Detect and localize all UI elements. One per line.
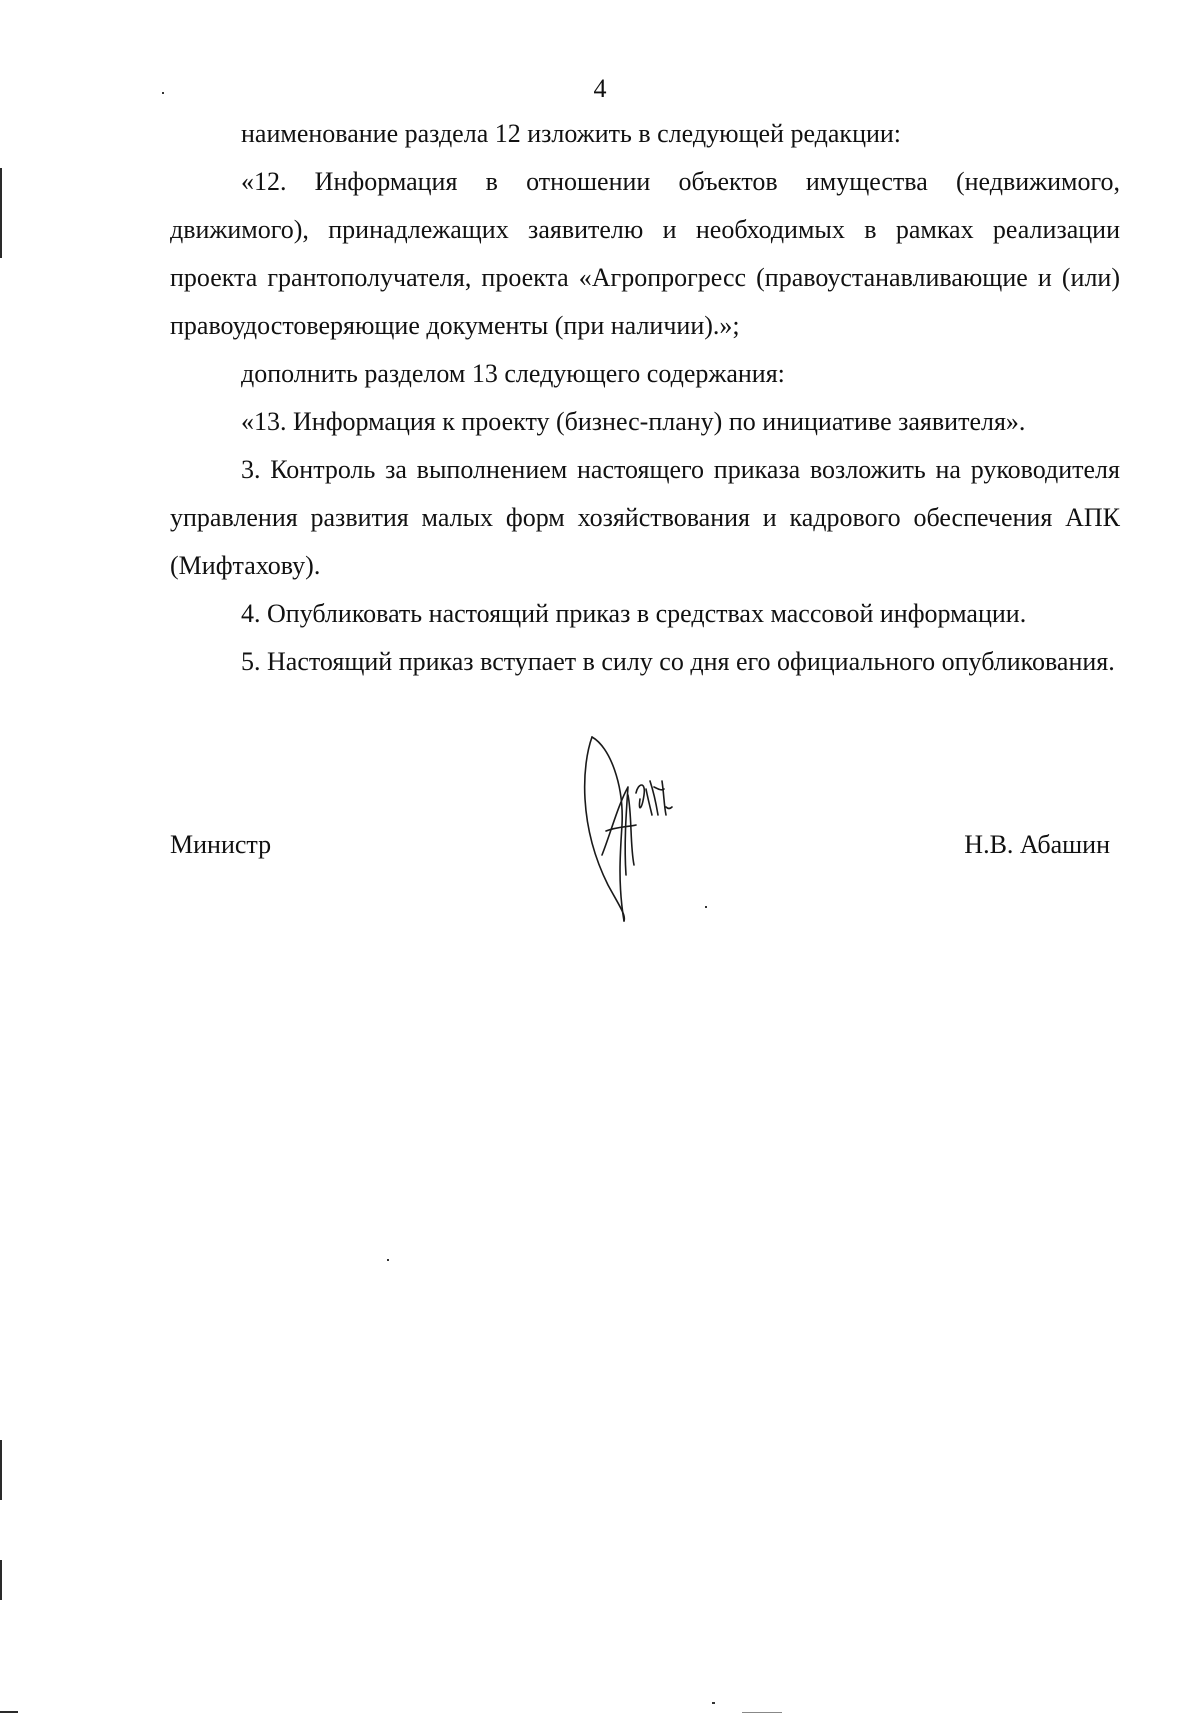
scan-speck	[162, 92, 164, 94]
scan-speck	[705, 906, 707, 908]
signatory-name: Н.В. Абашин	[964, 830, 1110, 859]
paragraph-section-13-text: «13. Информация к проекту (бизнес-плану) по инициативе заявителя».	[241, 407, 1026, 436]
paragraph-item-3: 3. Контроль за выполнением настоящего приказа возложить на руководителя управления развития малых форм хозяйствования и кадрового обеспечения АПК (Мифтахову).	[170, 455, 1120, 580]
scan-edge-line	[742, 1712, 782, 1713]
scan-edge-line	[0, 1560, 2, 1600]
page-number: 4	[593, 74, 607, 103]
signature-block	[170, 830, 1110, 870]
scan-edge-line	[0, 1440, 2, 1500]
paragraph-item-4: 4. Опубликовать настоящий приказ в средствах массовой информации.	[241, 599, 1027, 628]
paragraph-section-13-heading: дополнить разделом 13 следующего содержания:	[241, 359, 785, 388]
scan-speck	[387, 1259, 389, 1261]
paragraph-item-5: 5. Настоящий приказ вступает в силу со дня его официального опубликования.	[241, 647, 1115, 676]
scan-speck	[712, 1702, 715, 1704]
signatory-role: Министр	[170, 830, 272, 859]
scan-edge-line	[0, 168, 2, 258]
paragraph-section-12-text: «12. Информация в отношении объектов имущества (недвижимого, движимого), принадлежащих заявителю и необходимых в рамках реализации проекта грантополучателя, проекта «Агропрогресс (правоустанавливающие и (или) правоудостоверяющие документы (при наличии).»;	[170, 167, 1120, 340]
document-body	[170, 110, 1120, 686]
scan-edge-line	[0, 1711, 18, 1713]
paragraph-section-12-heading: наименование раздела 12 изложить в следующей редакции:	[241, 119, 902, 148]
